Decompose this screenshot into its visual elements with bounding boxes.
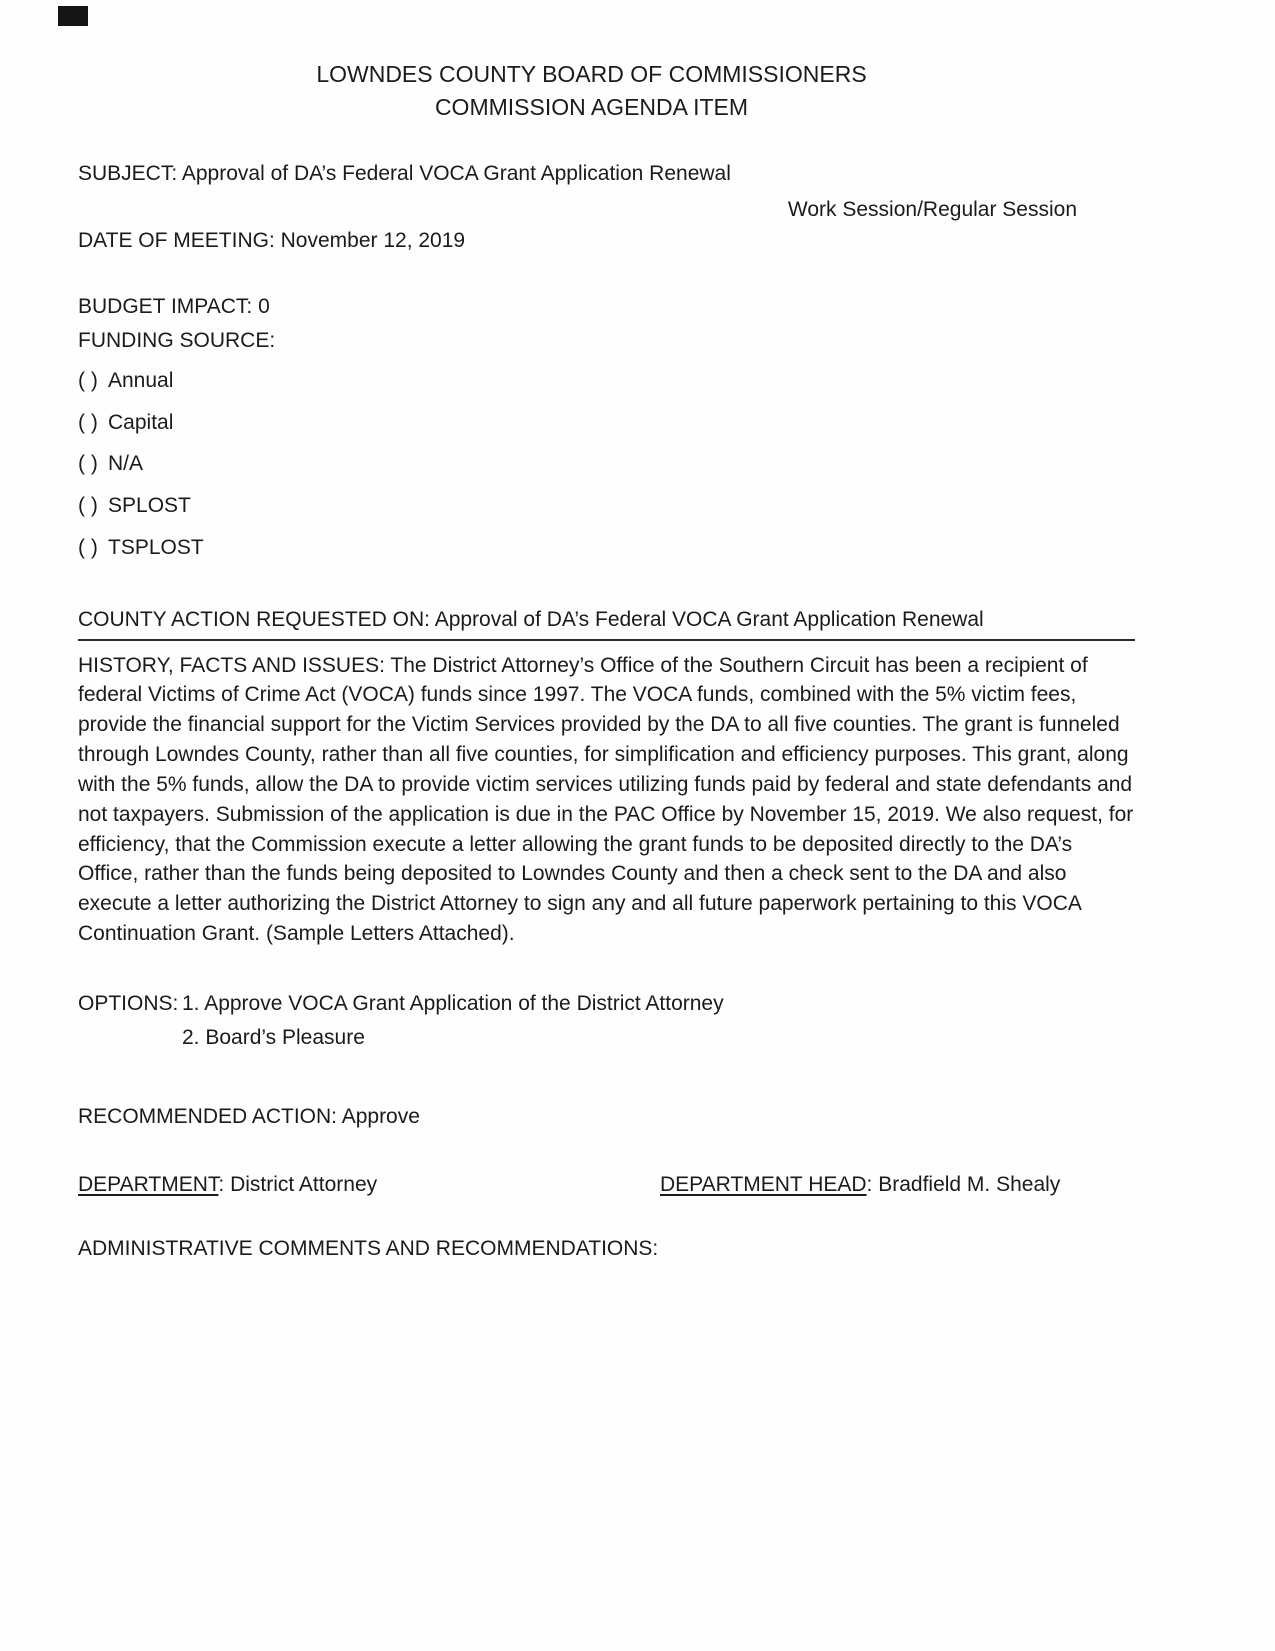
date-of-meeting-line <box>78 226 1135 256</box>
history-label: HISTORY, FACTS AND ISSUES: <box>78 653 385 677</box>
checkbox-splost: ( ) <box>78 494 98 518</box>
department-head-label: DEPARTMENT HEAD <box>660 1173 867 1197</box>
checkbox-tsplost: ( ) <box>78 536 98 559</box>
funding-option-label: Capital <box>108 410 174 434</box>
funding-option-tsplost <box>78 533 1135 563</box>
subject-value: Approval of DA’s Federal VOCA Grant Application Renewal <box>181 161 731 185</box>
option-item-2: 2. Board’s Pleasure <box>182 1025 365 1049</box>
title-line1: LOWNDES COUNTY BOARD OF COMMISSIONERS <box>316 61 867 87</box>
subject-label: SUBJECT: <box>78 161 178 185</box>
recommended-action-value: Approve <box>341 1105 420 1129</box>
options-items <box>182 989 724 1057</box>
document-title <box>78 58 1105 125</box>
funding-option-label: N/A <box>108 452 144 476</box>
history-text: The District Attorney’s Office of the Southern Circuit has been a recipient of federal Victims of Crime Act (VOCA) funds since 1997. The VOCA funds, combined with the 5% victim fees, provide the financial support for the Victim Services provided by the DA to all five counties. The grant is funneled through Lowndes County, rather than all five counties, for simplification and efficiency purposes. This grant, along with the 5% funds, allow the DA to provide victim services utilizing funds paid by federal and state defendants and not taxpayers. Submission of the application is due in the PAC Office by November 15, 2019. We also request, for efficiency, that the Commission execute a letter allowing the grant funds to be deposited directly to the DA’s Office, rather than the funds being deposited to Lowndes County and then a check sent to the DA and also execute a letter authorizing the District Attorney to sign any and all future paperwork pertaining to this VOCA Continuation Grant. (Sample Letters Attached). <box>78 653 1134 945</box>
budget-value: 0 <box>258 295 270 319</box>
funding-options-list <box>78 366 1135 563</box>
title-line2: COMMISSION AGENDA ITEM <box>434 94 749 121</box>
date-value: November 12, 2019 <box>280 229 466 253</box>
checkbox-capital: ( ) <box>78 410 98 434</box>
scan-artifact <box>58 6 88 26</box>
funding-option-annual <box>78 366 1135 396</box>
funding-source-label: FUNDING SOURCE: <box>78 328 276 352</box>
county-action-value: Approval of DA’s Federal VOCA Grant Application Renewal <box>434 607 984 631</box>
date-label: DATE OF MEETING: <box>78 229 275 253</box>
funding-option-splost <box>78 491 1135 521</box>
budget-label: BUDGET IMPACT: <box>78 295 253 319</box>
subject-line <box>78 159 1135 189</box>
department-value: : District Attorney <box>218 1173 378 1197</box>
administrative-comments-label: ADMINISTRATIVE COMMENTS AND RECOMMENDATIONS: <box>78 1237 659 1260</box>
funding-option-na <box>78 449 1135 479</box>
department-label: DEPARTMENT <box>78 1173 219 1197</box>
options-label: OPTIONS: <box>78 991 179 1015</box>
county-action-line <box>78 605 1135 641</box>
funding-option-label: Annual <box>108 368 174 392</box>
checkbox-na: ( ) <box>78 452 98 476</box>
county-action-label: COUNTY ACTION REQUESTED ON: <box>78 607 430 631</box>
department-cell <box>78 1170 660 1200</box>
department-head-value: : Bradfield M. Shealy <box>866 1173 1061 1197</box>
recommended-action-line <box>78 1102 1135 1132</box>
funding-option-capital <box>78 408 1135 438</box>
department-head-cell <box>660 1170 1060 1200</box>
history-facts-issues <box>78 651 1135 949</box>
funding-option-label: SPLOST <box>108 494 191 518</box>
funding-option-label: TSPLOST <box>108 536 204 559</box>
budget-impact-line <box>78 292 1135 322</box>
session-type: Work Session/Regular Session <box>787 197 1077 221</box>
option-item-1: 1. Approve VOCA Grant Application of the District Attorney <box>182 991 724 1015</box>
options-block <box>78 989 1135 1057</box>
checkbox-annual: ( ) <box>78 368 98 392</box>
department-row <box>78 1170 1135 1200</box>
recommended-action-label: RECOMMENDED ACTION: <box>78 1105 338 1129</box>
